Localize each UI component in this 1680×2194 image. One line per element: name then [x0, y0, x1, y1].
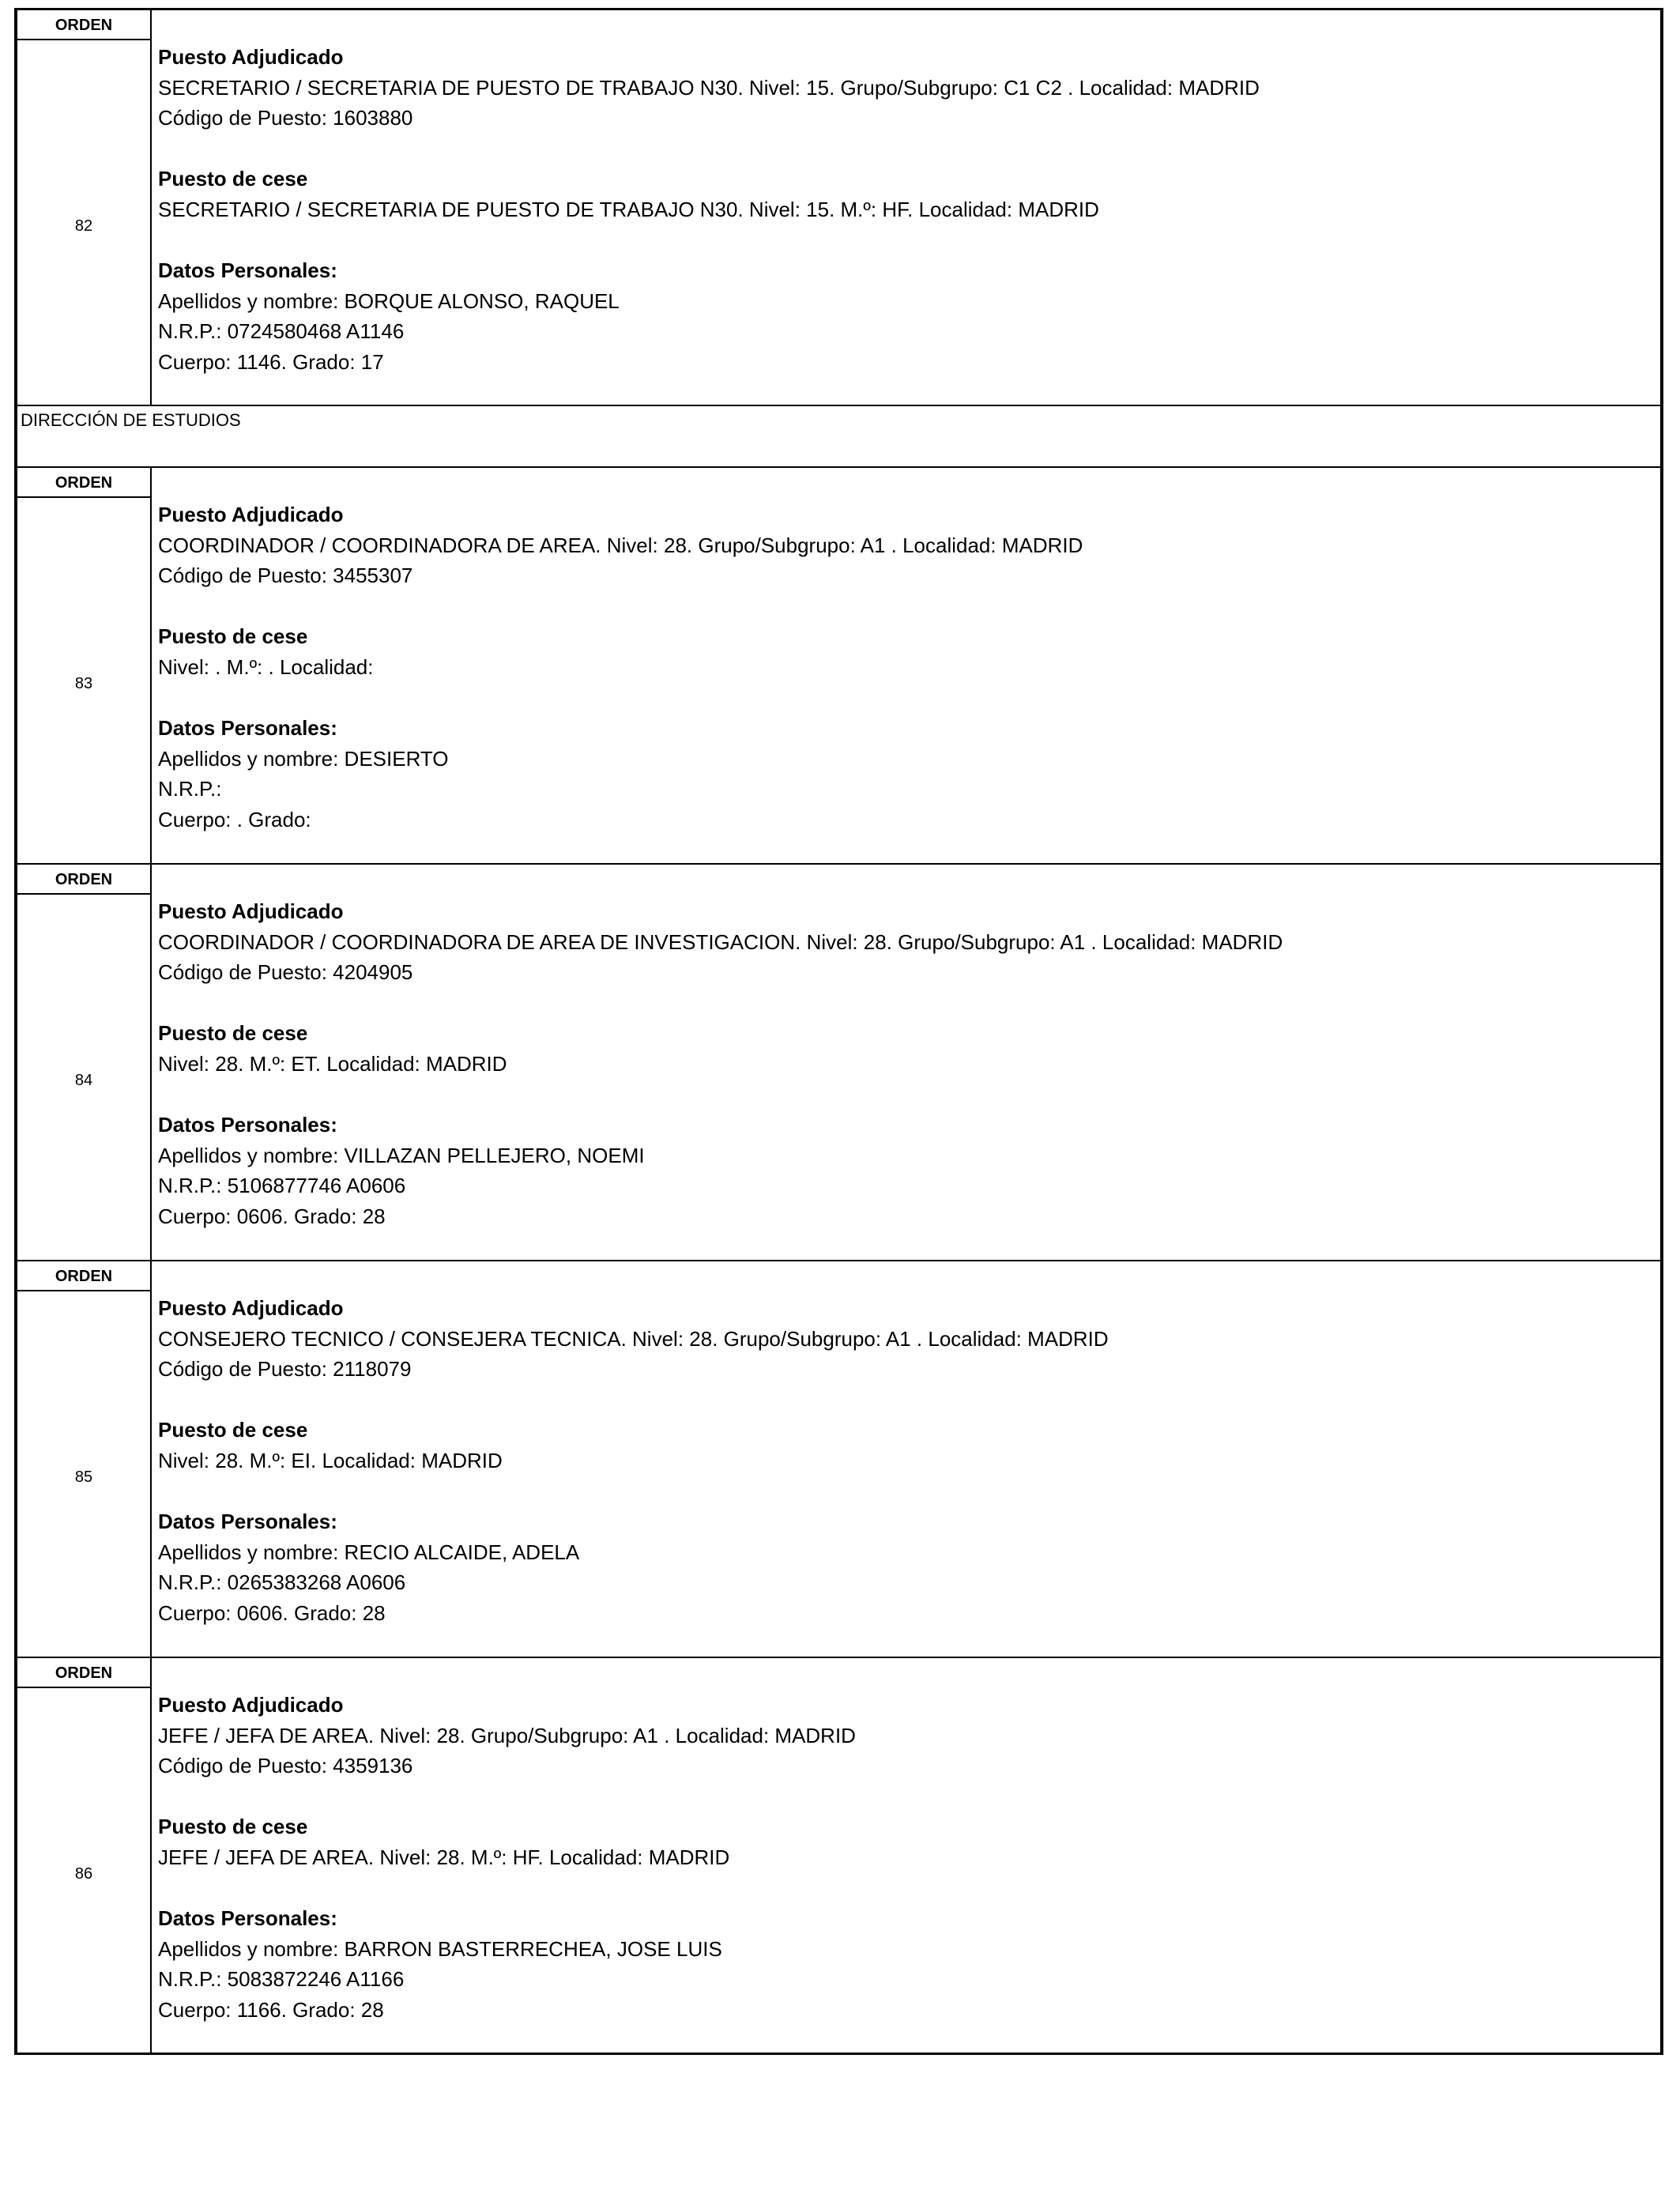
orden-label: ORDEN: [17, 865, 150, 895]
orden-label: ORDEN: [17, 468, 150, 498]
puesto-cese-text: SECRETARIO / SECRETARIA DE PUESTO DE TRABAJO N30. Nivel: 15. M.º: HF. Localidad: MADRID: [158, 197, 1099, 221]
entry-details: [158, 1690, 1656, 2026]
puesto-adjudicado-heading: Puesto Adjudicado: [158, 503, 344, 526]
cuerpo-grado: Cuerpo: 0606. Grado: 28: [158, 1600, 386, 1625]
orden-column: [17, 865, 152, 1260]
datos-personales-heading: Datos Personales:: [158, 716, 337, 741]
nrp: N.R.P.: 5083872246 A1166: [158, 1967, 405, 1992]
document-table: [14, 8, 1663, 2055]
entry-row: [14, 1657, 1663, 2055]
puesto-adjudicado-text: SECRETARIO / SECRETARIA DE PUESTO DE TRABAJO N30. Nivel: 15. Grupo/Subgrupo: C1 C2 . Localidad: MADRID: [158, 75, 1260, 100]
entry-row: [14, 863, 1663, 1260]
orden-column: [17, 10, 152, 405]
puesto-cese-text: JEFE / JEFA DE AREA. Nivel: 28. M.º: HF. Localidad: MADRID: [158, 1845, 730, 1869]
codigo-puesto: Código de Puesto: 2118079: [158, 1357, 412, 1382]
puesto-cese-text: Nivel: 28. M.º: EI. Localidad: MADRID: [158, 1448, 503, 1472]
apellidos-nombre: Apellidos y nombre: BORQUE ALONSO, RAQUEL: [158, 288, 620, 313]
orden-number: 82: [74, 217, 93, 235]
datos-personales-heading: Datos Personales:: [158, 258, 337, 283]
puesto-adjudicado-text: COORDINADOR / COORDINADORA DE AREA DE INVESTIGACION. Nivel: 28. Grupo/Subgrupo: A1 . Localidad: MADRID: [158, 929, 1283, 954]
entry-row: [14, 8, 1663, 405]
orden-label: ORDEN: [17, 10, 150, 40]
puesto-cese-heading: Puesto de cese: [158, 624, 308, 649]
puesto-cese-heading: Puesto de cese: [158, 1021, 308, 1046]
cuerpo-grado: Cuerpo: 0606. Grado: 28: [158, 1204, 386, 1228]
codigo-puesto: Código de Puesto: 1603880: [158, 106, 413, 130]
nrp: N.R.P.:: [158, 777, 222, 801]
apellidos-nombre: Apellidos y nombre: DESIERTO: [158, 746, 449, 771]
cuerpo-grado: Cuerpo: . Grado:: [158, 807, 311, 831]
orden-label: ORDEN: [17, 1261, 150, 1291]
orden-number: 85: [74, 1468, 93, 1486]
puesto-cese-heading: Puesto de cese: [158, 1815, 308, 1839]
cuerpo-grado: Cuerpo: 1166. Grado: 28: [158, 1997, 384, 2022]
apellidos-nombre: Apellidos y nombre: BARRON BASTERRECHEA, JOSE LUIS: [158, 1936, 722, 1961]
cuerpo-grado: Cuerpo: 1146. Grado: 17: [158, 349, 384, 374]
entry-details: [158, 42, 1656, 378]
puesto-cese-text: Nivel: 28. M.º: ET. Localidad: MADRID: [158, 1051, 507, 1076]
entry-details: [158, 499, 1656, 835]
section-header: DIRECCIÓN DE ESTUDIOS: [14, 405, 1663, 466]
puesto-adjudicado-text: JEFE / JEFA DE AREA. Nivel: 28. Grupo/Subgrupo: A1 . Localidad: MADRID: [158, 1723, 856, 1747]
orden-column: [17, 1261, 152, 1657]
nrp: N.R.P.: 0724580468 A1146: [158, 319, 405, 344]
orden-column: [17, 1658, 152, 2053]
orden-number: 84: [74, 1072, 93, 1089]
puesto-cese-heading: Puesto de cese: [158, 1418, 308, 1442]
puesto-adjudicado-heading: Puesto Adjudicado: [158, 45, 344, 69]
puesto-adjudicado-heading: Puesto Adjudicado: [158, 899, 344, 923]
orden-column: [17, 468, 152, 863]
puesto-cese-text: Nivel: . M.º: . Localidad:: [158, 654, 374, 679]
entry-row: [14, 1260, 1663, 1657]
codigo-puesto: Código de Puesto: 3455307: [158, 564, 413, 588]
puesto-cese-heading: Puesto de cese: [158, 167, 308, 191]
codigo-puesto: Código de Puesto: 4204905: [158, 960, 413, 985]
orden-label: ORDEN: [17, 1658, 150, 1688]
nrp: N.R.P.: 0265383268 A0606: [158, 1570, 406, 1595]
apellidos-nombre: Apellidos y nombre: RECIO ALCAIDE, ADELA: [158, 1540, 580, 1564]
nrp: N.R.P.: 5106877746 A0606: [158, 1174, 406, 1198]
puesto-adjudicado-text: CONSEJERO TECNICO / CONSEJERA TECNICA. Nivel: 28. Grupo/Subgrupo: A1 . Localidad: MADRID: [158, 1326, 1109, 1351]
puesto-adjudicado-heading: Puesto Adjudicado: [158, 1296, 344, 1320]
datos-personales-heading: Datos Personales:: [158, 1906, 337, 1931]
datos-personales-heading: Datos Personales:: [158, 1113, 337, 1137]
puesto-adjudicado-text: COORDINADOR / COORDINADORA DE AREA. Nivel: 28. Grupo/Subgrupo: A1 . Localidad: MADRID: [158, 533, 1083, 557]
puesto-adjudicado-heading: Puesto Adjudicado: [158, 1693, 344, 1717]
orden-number: 86: [74, 1865, 93, 1883]
apellidos-nombre: Apellidos y nombre: VILLAZAN PELLEJERO, NOEMI: [158, 1143, 645, 1167]
orden-number: 83: [74, 675, 93, 692]
entry-row: [14, 466, 1663, 863]
datos-personales-heading: Datos Personales:: [158, 1510, 337, 1534]
entry-details: [158, 1293, 1656, 1629]
codigo-puesto: Código de Puesto: 4359136: [158, 1754, 413, 1778]
entry-details: [158, 896, 1656, 1232]
